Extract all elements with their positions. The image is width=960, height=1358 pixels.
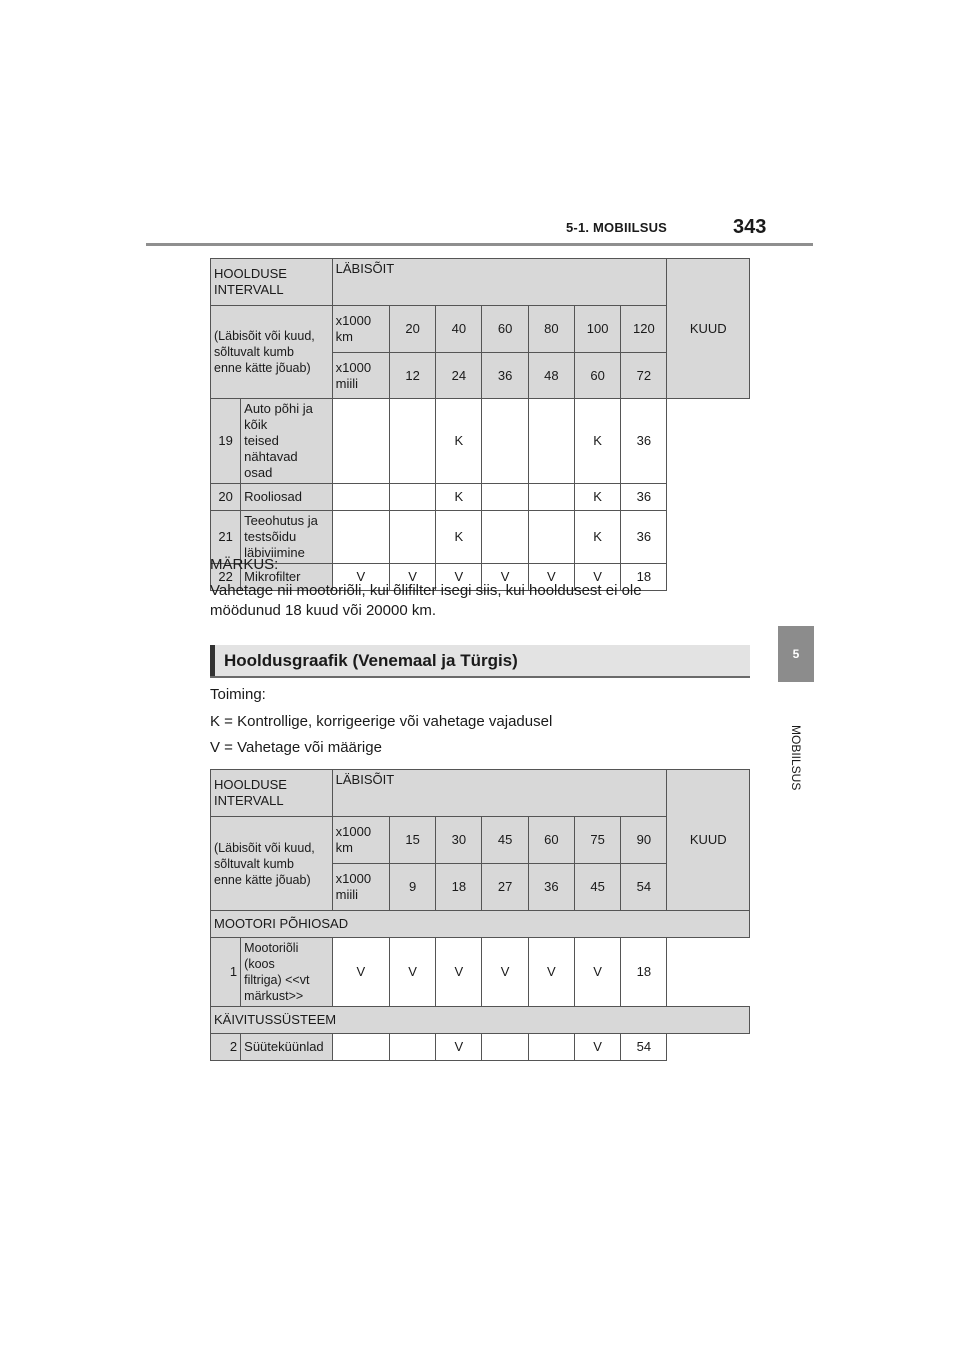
- header-mileage: LÄBISÕIT: [332, 770, 667, 817]
- row-cell: [389, 399, 435, 484]
- mile-value: 72: [621, 353, 667, 399]
- row-months: 36: [621, 484, 667, 511]
- row-cell: V: [482, 938, 528, 1007]
- header-interval: HOOLDUSE INTERVALL: [211, 770, 333, 817]
- mile-value: 36: [528, 864, 574, 911]
- km-value: 75: [574, 817, 620, 864]
- maintenance-table-1: [210, 258, 750, 591]
- row-cell: V: [482, 564, 528, 591]
- section-heading: 5-1. MOBIILSUS: [566, 220, 668, 235]
- row-number: 2: [211, 1034, 241, 1061]
- unit-km: x1000 km: [332, 306, 389, 353]
- mile-value: 60: [574, 353, 620, 399]
- row-cell: [332, 1034, 389, 1061]
- row-cell: V: [528, 564, 574, 591]
- section-marker: [210, 645, 215, 676]
- legend-title: Toiming:: [210, 686, 266, 703]
- row-item: Süüteküünlad: [241, 1034, 333, 1061]
- row-item: Mikrofilter: [241, 564, 333, 591]
- km-value: 20: [389, 306, 435, 353]
- header-whichever-first: (Läbisõit või kuud, sõltuvalt kumb enne kätte jõuab): [211, 817, 333, 911]
- row-cell: K: [574, 511, 620, 564]
- row-number: 1: [211, 938, 241, 1007]
- row-number: 22: [211, 564, 241, 591]
- row-cell: V: [574, 938, 620, 1007]
- row-item: Teeohutus ja testsõidu läbiviimine: [241, 511, 333, 564]
- chapter-tab[interactable]: [778, 626, 814, 682]
- row-cell: [482, 511, 528, 564]
- mile-value: 54: [621, 864, 667, 911]
- km-value: 40: [436, 306, 482, 353]
- row-cell: [528, 1034, 574, 1061]
- mile-value: 36: [482, 353, 528, 399]
- mile-value: 24: [436, 353, 482, 399]
- group-label: MOOTORI PÕHIOSAD: [211, 911, 750, 938]
- km-value: 100: [574, 306, 620, 353]
- row-cell: [389, 1034, 435, 1061]
- row-months: 36: [621, 511, 667, 564]
- header-divider: [146, 243, 813, 246]
- row-months: 18: [621, 938, 667, 1007]
- row-item: Auto põhi ja kõik teised nähtavad osad: [241, 399, 333, 484]
- header-interval: HOOLDUSE INTERVALL: [211, 259, 333, 306]
- mile-value: 27: [482, 864, 528, 911]
- row-number: 19: [211, 399, 241, 484]
- row-cell: [332, 484, 389, 511]
- row-cell: K: [436, 484, 482, 511]
- row-cell: K: [574, 484, 620, 511]
- header-whichever-first: (Läbisõit või kuud, sõltuvalt kumb enne kätte jõuab): [211, 306, 333, 399]
- chapter-number: 5: [792, 647, 800, 661]
- group-label: KÄIVITUSSÜSTEEM: [211, 1007, 750, 1034]
- note-title: MÄRKUS:: [210, 556, 279, 573]
- row-item: Mootoriõli (koos filtriga) <<vt märkust>>: [241, 938, 333, 1007]
- row-cell: V: [528, 938, 574, 1007]
- row-months: 18: [621, 564, 667, 591]
- mile-value: 45: [574, 864, 620, 911]
- km-value: 15: [389, 817, 435, 864]
- header-months: KUUD: [667, 770, 750, 911]
- row-cell: V: [436, 938, 482, 1007]
- maintenance-table-2: [210, 769, 750, 1061]
- header-months: KUUD: [667, 259, 750, 399]
- unit-miles: x1000 miili: [332, 864, 389, 911]
- km-value: 30: [436, 817, 482, 864]
- row-cell: [332, 399, 389, 484]
- km-value: 60: [482, 306, 528, 353]
- row-cell: V: [389, 938, 435, 1007]
- row-months: 36: [621, 399, 667, 484]
- mile-value: 48: [528, 353, 574, 399]
- row-cell: V: [332, 564, 389, 591]
- table-row: [211, 1034, 750, 1061]
- row-cell: V: [332, 938, 389, 1007]
- legend-k: K = Kontrollige, korrigeerige või vahetage vajadusel: [210, 713, 553, 730]
- km-value: 120: [621, 306, 667, 353]
- mile-value: 12: [389, 353, 435, 399]
- unit-km: x1000 km: [332, 817, 389, 864]
- row-cell: V: [436, 564, 482, 591]
- row-cell: K: [436, 511, 482, 564]
- row-cell: [482, 484, 528, 511]
- mile-value: 9: [389, 864, 435, 911]
- group-row: [211, 911, 750, 938]
- km-value: 90: [621, 817, 667, 864]
- page-number: 343: [733, 216, 767, 238]
- row-cell: [528, 511, 574, 564]
- row-cell: [482, 1034, 528, 1061]
- row-cell: [528, 484, 574, 511]
- km-value: 60: [528, 817, 574, 864]
- row-cell: [528, 399, 574, 484]
- row-cell: V: [574, 1034, 620, 1061]
- row-cell: V: [574, 564, 620, 591]
- section-title-bar: [210, 645, 750, 678]
- group-row: [211, 1007, 750, 1034]
- row-item: Rooliosad: [241, 484, 333, 511]
- row-months: 54: [621, 1034, 667, 1061]
- mile-value: 18: [436, 864, 482, 911]
- table-row: [211, 511, 750, 564]
- legend-v: V = Vahetage või määrige: [210, 739, 382, 756]
- row-cell: K: [574, 399, 620, 484]
- row-cell: [389, 484, 435, 511]
- km-value: 45: [482, 817, 528, 864]
- row-number: 21: [211, 511, 241, 564]
- table-row: [211, 938, 750, 1007]
- row-cell: V: [436, 1034, 482, 1061]
- note-text: Vahetage nii mootoriõli, kui õlifilter isegi siis, kui hooldusest ei ole möödunud 18 kuud või 20000 km.: [210, 582, 642, 619]
- row-cell: K: [436, 399, 482, 484]
- km-value: 80: [528, 306, 574, 353]
- row-cell: [332, 511, 389, 564]
- row-cell: [389, 511, 435, 564]
- table-row: [211, 399, 750, 484]
- chapter-label: MOBIILSUS: [789, 725, 803, 791]
- header-mileage: LÄBISÕIT: [332, 259, 667, 306]
- row-cell: [482, 399, 528, 484]
- row-cell: V: [389, 564, 435, 591]
- section-title: Hooldusgraafik (Venemaal ja Türgis): [224, 651, 518, 670]
- unit-miles: x1000 miili: [332, 353, 389, 399]
- row-number: 20: [211, 484, 241, 511]
- table-row: [211, 484, 750, 511]
